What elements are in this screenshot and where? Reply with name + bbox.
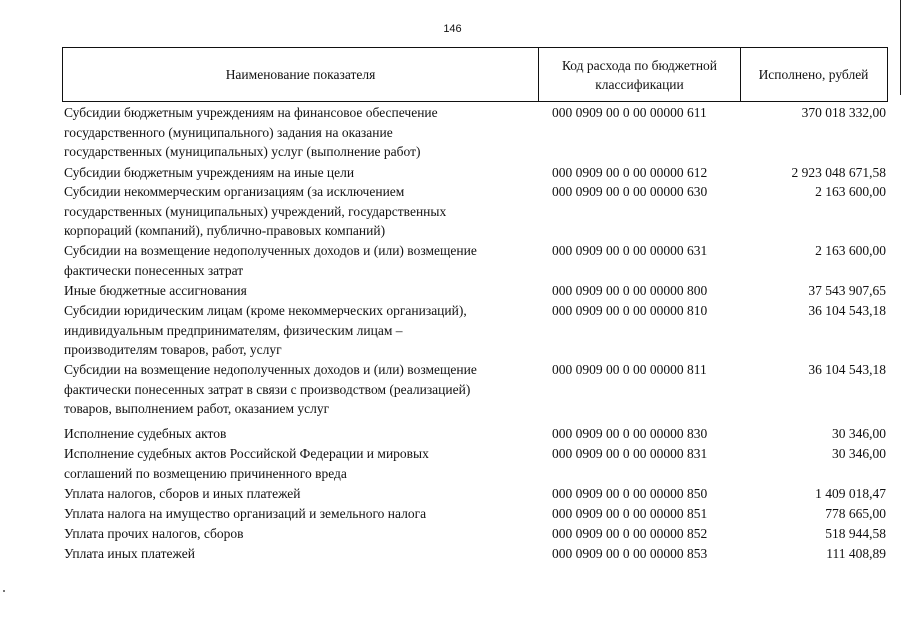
row-amount: 36 104 543,18 — [808, 303, 886, 318]
page-edge-rule — [900, 0, 901, 95]
row-amount: 1 409 018,47 — [815, 486, 886, 501]
row-code: 000 0909 00 0 00 00000 810 — [552, 303, 708, 318]
row-amount: 2 163 600,00 — [815, 184, 886, 199]
row-code: 000 0909 00 0 00 00000 850 — [552, 486, 708, 501]
row-amount: 37 543 907,65 — [808, 283, 886, 298]
row-code: 000 0909 00 0 00 00000 611 — [552, 105, 707, 120]
row-code: 000 0909 00 0 00 00000 800 — [552, 283, 708, 298]
row-name: Иные бюджетные ассигнования — [64, 283, 247, 298]
header-amount: Исполнено, рублей — [758, 67, 869, 82]
row-code: 000 0909 00 0 00 00000 612 — [552, 165, 708, 180]
row-amount: 30 346,00 — [832, 446, 886, 461]
row-name: Субсидии на возмещение недополученных доходов и (или) возмещение фактически понесенных затрат в связи с производством (реализацией) товаров, выполнением работ, оказанием услуг — [64, 362, 477, 416]
row-name: Исполнение судебных актов — [64, 426, 227, 441]
row-code: 000 0909 00 0 00 00000 852 — [552, 526, 708, 541]
row-amount: 30 346,00 — [832, 426, 886, 441]
row-code: 000 0909 00 0 00 00000 831 — [552, 446, 708, 461]
header-name: Наименование показателя — [63, 48, 539, 101]
row-amount: 2 163 600,00 — [815, 243, 886, 258]
row-name: Уплата иных платежей — [64, 546, 195, 561]
row-amount: 36 104 543,18 — [808, 362, 886, 377]
header-code: Код расхода по бюджетной классификации — [539, 48, 741, 101]
row-code: 000 0909 00 0 00 00000 830 — [552, 426, 708, 441]
row-code: 000 0909 00 0 00 00000 853 — [552, 546, 708, 561]
row-code: 000 0909 00 0 00 00000 630 — [552, 184, 708, 199]
row-name: Уплата прочих налогов, сборов — [64, 526, 244, 541]
scan-speck — [3, 590, 5, 592]
table-header — [62, 47, 888, 102]
page-number: 146 — [443, 23, 462, 35]
row-name: Субсидии на возмещение недополученных доходов и (или) возмещение фактически понесенных затрат — [64, 243, 477, 278]
row-amount: 111 408,89 — [826, 546, 886, 561]
row-name: Исполнение судебных актов Российской Федерации и мировых соглашений по возмещению причиненного вреда — [64, 446, 429, 481]
row-code: 000 0909 00 0 00 00000 851 — [552, 506, 708, 521]
row-name: Уплата налогов, сборов и иных платежей — [64, 486, 301, 501]
row-name: Субсидии юридическим лицам (кроме некоммерческих организаций), индивидуальным предпринимателям, физическим лицам – производителям товаров, работ, услуг — [64, 303, 467, 357]
row-amount: 778 665,00 — [825, 506, 886, 521]
row-name: Субсидии бюджетным учреждениям на иные цели — [64, 165, 355, 180]
row-amount: 518 944,58 — [825, 526, 886, 541]
row-code: 000 0909 00 0 00 00000 811 — [552, 362, 707, 377]
row-name: Субсидии бюджетным учреждениям на финансовое обеспечение государственного (муниципального) задания на оказание государственных (муниципальных) услуг (выполнение работ) — [64, 105, 438, 159]
row-amount: 370 018 332,00 — [801, 105, 886, 120]
row-name: Уплата налога на имущество организаций и земельного налога — [64, 506, 427, 521]
row-code: 000 0909 00 0 00 00000 631 — [552, 243, 708, 258]
row-name: Субсидии некоммерческим организациям (за исключением государственных (муниципальных) учреждений, государственных корпораций (компаний), публично-правовых компаний) — [64, 184, 447, 238]
row-amount: 2 923 048 671,58 — [791, 165, 886, 180]
